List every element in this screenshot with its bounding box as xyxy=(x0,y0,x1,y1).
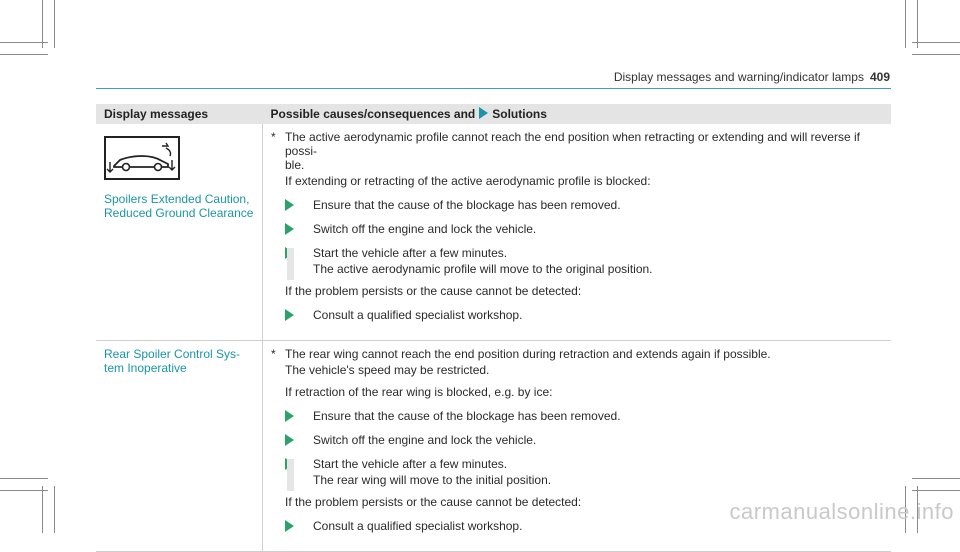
step-text: Consult a qualified specialist workshop. xyxy=(313,519,523,533)
watermark: carmanualsonline.info xyxy=(729,499,954,524)
solution-step xyxy=(285,457,883,471)
running-head-title: Display messages and warning/indicator lamps xyxy=(613,70,864,84)
message-title-line: Reduced Ground Clearance xyxy=(104,206,254,220)
col-header-causes-label: Possible causes/consequences and xyxy=(270,107,476,121)
step-arrow-icon xyxy=(285,309,294,321)
crop-mark xyxy=(912,490,960,491)
solution-step xyxy=(285,198,883,212)
solution-step xyxy=(285,246,883,260)
step-arrow-icon xyxy=(285,223,294,235)
message-title-line: tem Inoperative xyxy=(104,361,187,375)
step-text: Consult a qualified specialist workshop. xyxy=(313,308,523,322)
crop-mark xyxy=(0,42,48,43)
message-title xyxy=(104,347,254,375)
header-rule xyxy=(96,88,891,89)
footnote-marker: * xyxy=(271,130,276,144)
step-arrow-icon xyxy=(285,520,294,532)
step-arrow-icon xyxy=(285,434,294,446)
table-row xyxy=(96,124,891,341)
fallback-text: If the problem persists or the cause cannot be detected: xyxy=(285,495,582,509)
cause-text: The rear wing cannot reach the end position during retraction and extends again if possible. xyxy=(285,347,771,361)
step-arrow-icon xyxy=(285,199,294,211)
step-text: Start the vehicle after a few minutes. xyxy=(313,457,508,471)
cause-text xyxy=(285,130,883,172)
step-result: The rear wing will move to the initial position. xyxy=(285,473,883,487)
solution-cell xyxy=(263,124,892,341)
step-text: Switch off the engine and lock the vehicle. xyxy=(313,222,537,236)
col-header-display-messages: Display messages xyxy=(96,104,263,124)
cause-text: The vehicle's speed may be restricted. xyxy=(285,363,490,377)
crop-mark xyxy=(912,478,960,479)
message-title-line: Rear Spoiler Control Sys- xyxy=(104,347,241,361)
crop-mark xyxy=(917,0,918,48)
col-header-solutions-label: Solutions xyxy=(492,107,547,121)
fallback-text: If the problem persists or the cause cannot be detected: xyxy=(285,284,582,298)
crop-mark xyxy=(0,54,48,55)
step-text: Switch off the engine and lock the vehicle. xyxy=(313,433,537,447)
col-header-causes xyxy=(263,104,892,124)
condition-text: If retraction of the rear wing is blocked, e.g. by ice: xyxy=(285,385,553,399)
step-text: Ensure that the cause of the blockage has been removed. xyxy=(313,409,621,423)
crop-mark xyxy=(0,490,48,491)
step-result: The active aerodynamic profile will move to the original position. xyxy=(285,262,883,276)
page-number: 409 xyxy=(869,70,890,84)
crop-mark xyxy=(912,42,960,43)
solution-step xyxy=(285,222,883,236)
crop-mark xyxy=(0,478,48,479)
crop-mark xyxy=(54,0,55,48)
crop-mark xyxy=(42,0,43,48)
message-title-line: Spoilers Extended Caution, xyxy=(104,192,250,206)
display-messages-table xyxy=(96,104,891,552)
solution-arrow-icon xyxy=(479,107,488,119)
step-text: Start the vehicle after a few minutes. xyxy=(313,246,508,260)
step-text: Ensure that the cause of the blockage has been removed. xyxy=(313,198,621,212)
spoiler-car-icon xyxy=(104,136,180,180)
footnote-marker: * xyxy=(271,347,276,361)
message-title xyxy=(104,192,254,220)
running-head xyxy=(614,70,890,84)
message-cell xyxy=(96,124,263,341)
solution-step xyxy=(285,308,883,322)
crop-mark xyxy=(42,486,43,533)
crop-mark xyxy=(905,0,906,48)
crop-mark xyxy=(912,54,960,55)
message-cell xyxy=(96,341,263,552)
table-header-row xyxy=(96,104,891,124)
solution-step xyxy=(285,433,883,447)
solution-step xyxy=(285,409,883,423)
cause-section xyxy=(271,130,883,322)
cause-text-line: The active aerodynamic profile cannot reach the end position when retracting or extending and will reverse if possi- xyxy=(285,130,860,158)
condition-text: If extending or retracting of the active aerodynamic profile is blocked: xyxy=(285,174,651,188)
crop-mark xyxy=(54,486,55,533)
step-arrow-icon xyxy=(285,410,294,422)
cause-text-line: ble. xyxy=(285,158,305,172)
